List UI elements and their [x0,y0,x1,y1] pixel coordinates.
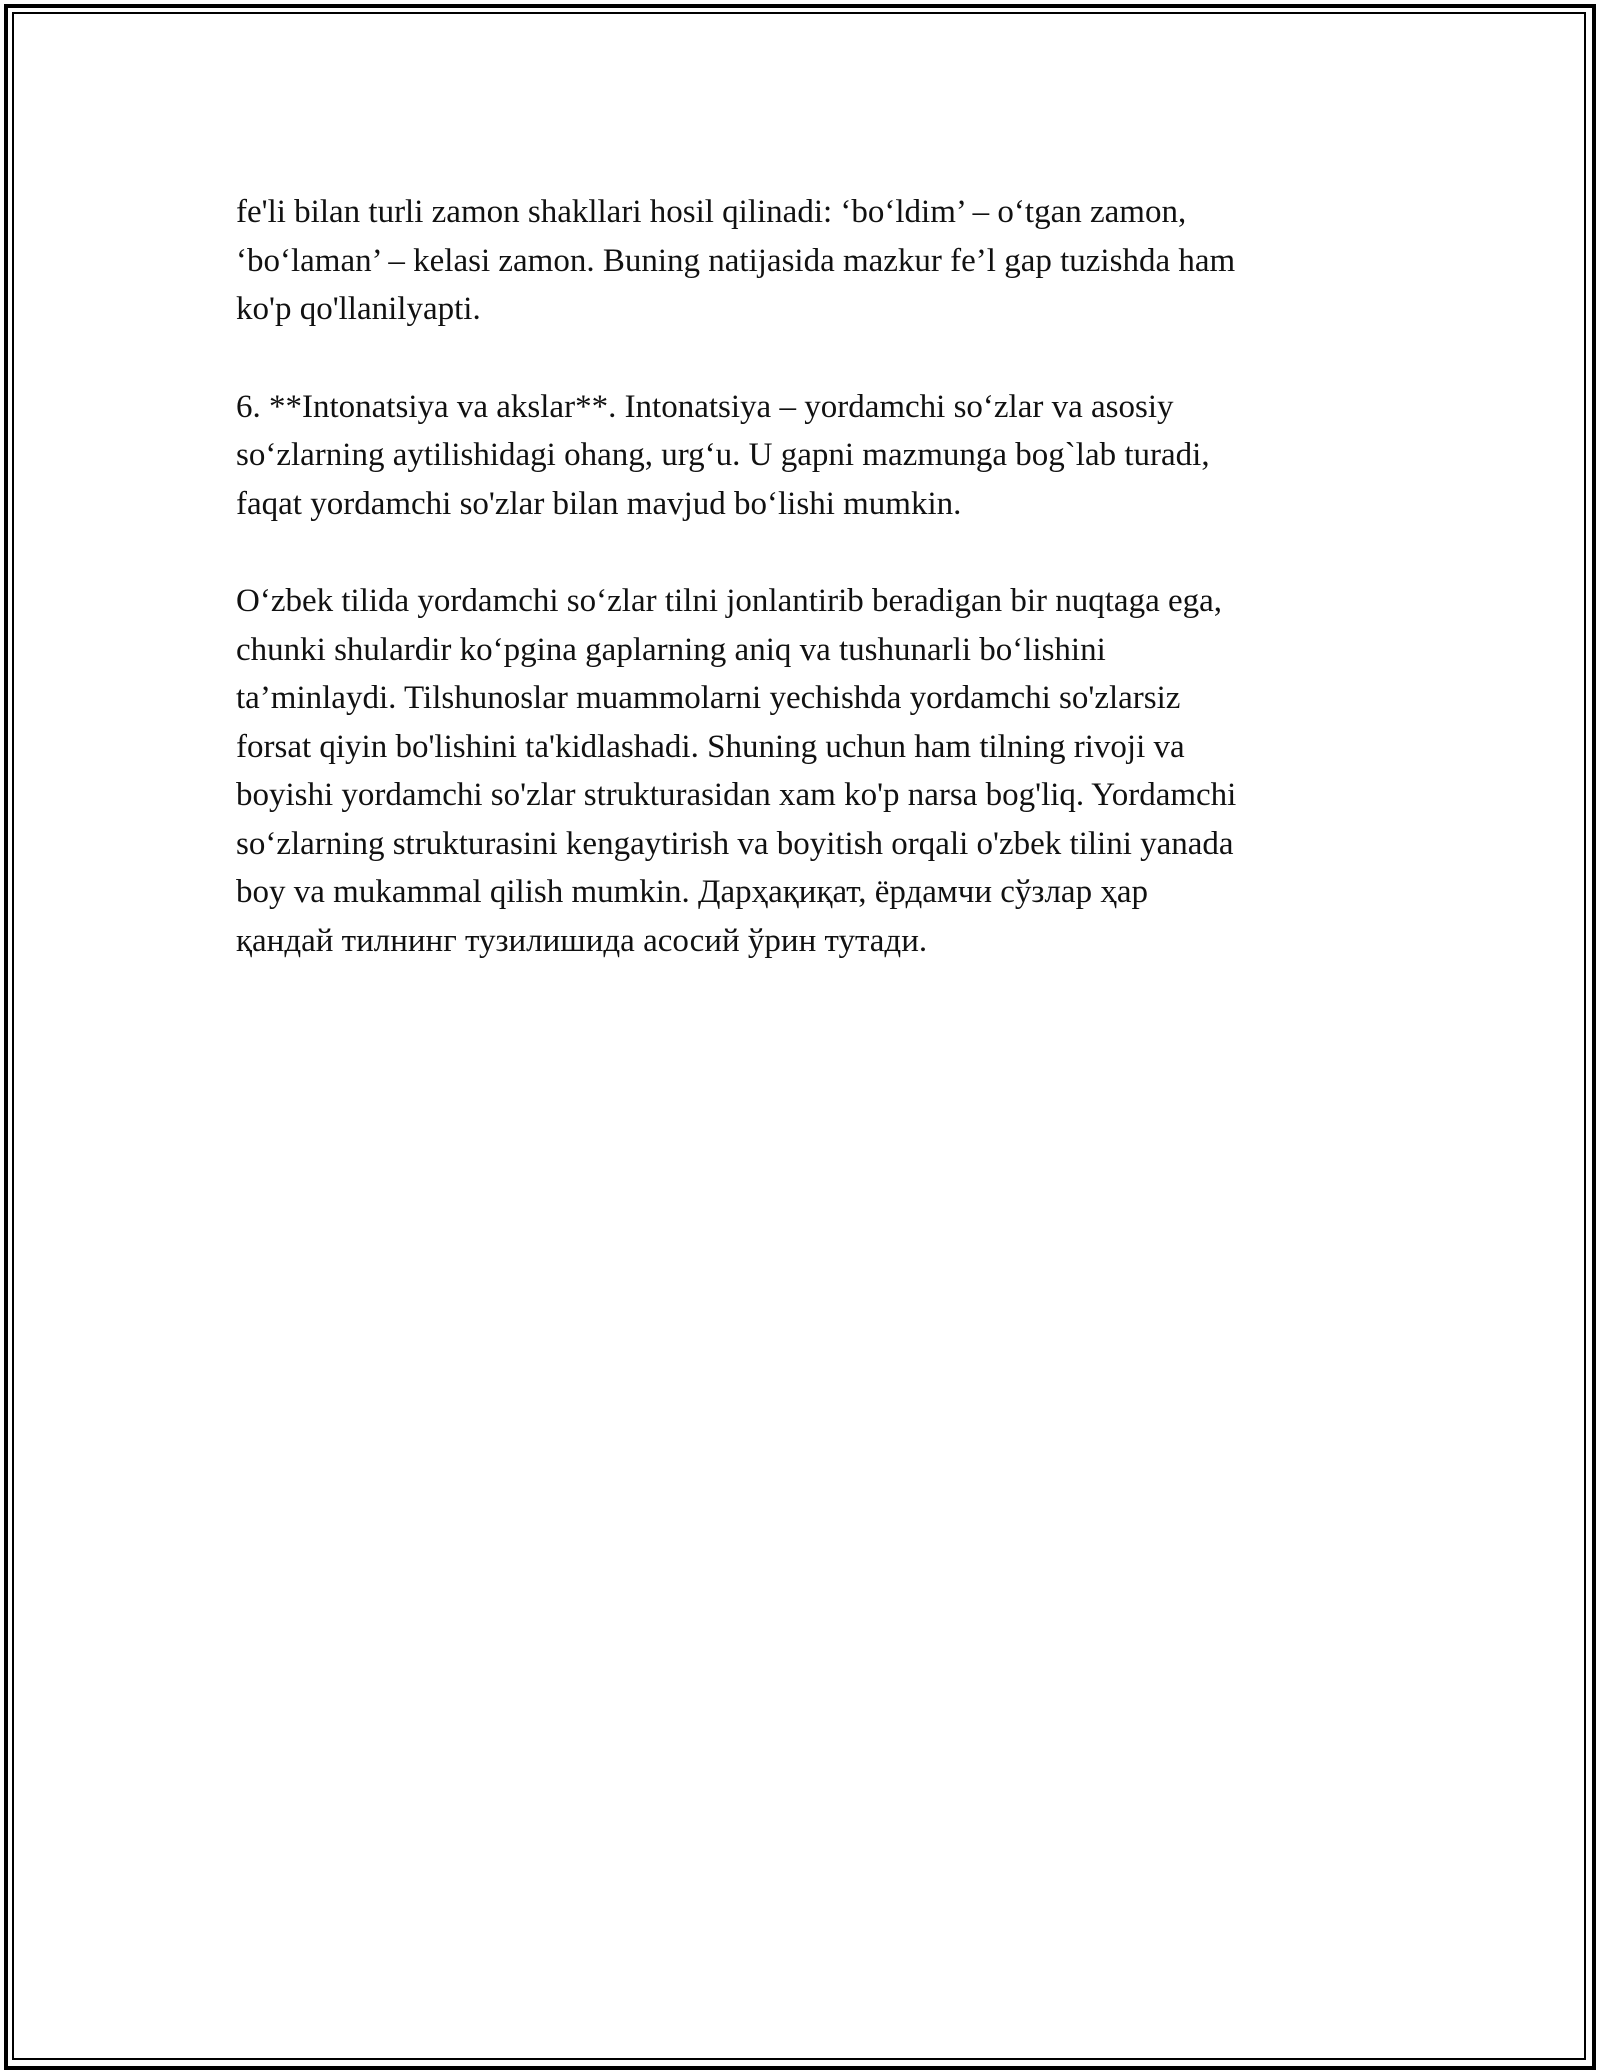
paragraph-conclusion: O‘zbek tilida yordamchi so‘zlar tilni jonlantirib beradigan bir nuqtaga ega, chunki shulardir ko‘pgina gaplarning aniq va tushunarli bo‘lishini ta’minlaydi. Tilshunoslar muammolarni yechishda yordamchi so'zlarsiz forsat qiyin bo'lishini ta'kidlashadi. Shuning uchun ham tilning rivoji va boyishi yordamchi so'zlar strukturasidan xam ko'p narsa bog'liq. Yordamchi so‘zlarning strukturasini kengaytirish va boyitish orqali o'zbek tilini yanada boy va mukammal qilish mumkin. Дарҳақиқат, ёрдамчи сўзлар ҳар қандай тилнинг тузилишида асосий ўрин тутади. [236,583,1237,959]
paragraph-tense-forms: fe'li bilan turli zamon shakllari hosil qilinadi: ‘bo‘ldim’ – o‘tgan zamon, ‘bo‘laman’ – kelasi zamon. Buning natijasida mazkur fe’l gap tuzishda ham ko'p qo'llanilyapti. [236,194,1236,327]
paragraph-intonation: 6. **Intonatsiya va akslar**. Intonatsiya – yordamchi so‘zlar va asosiy so‘zlarning aytilishidagi ohang, urg‘u. U gapni mazmunga bog`lab turadi, faqat yordamchi so'zlar bilan mavjud bo‘lishi mumkin. [236,388,1210,522]
document-body [236,188,1366,1014]
